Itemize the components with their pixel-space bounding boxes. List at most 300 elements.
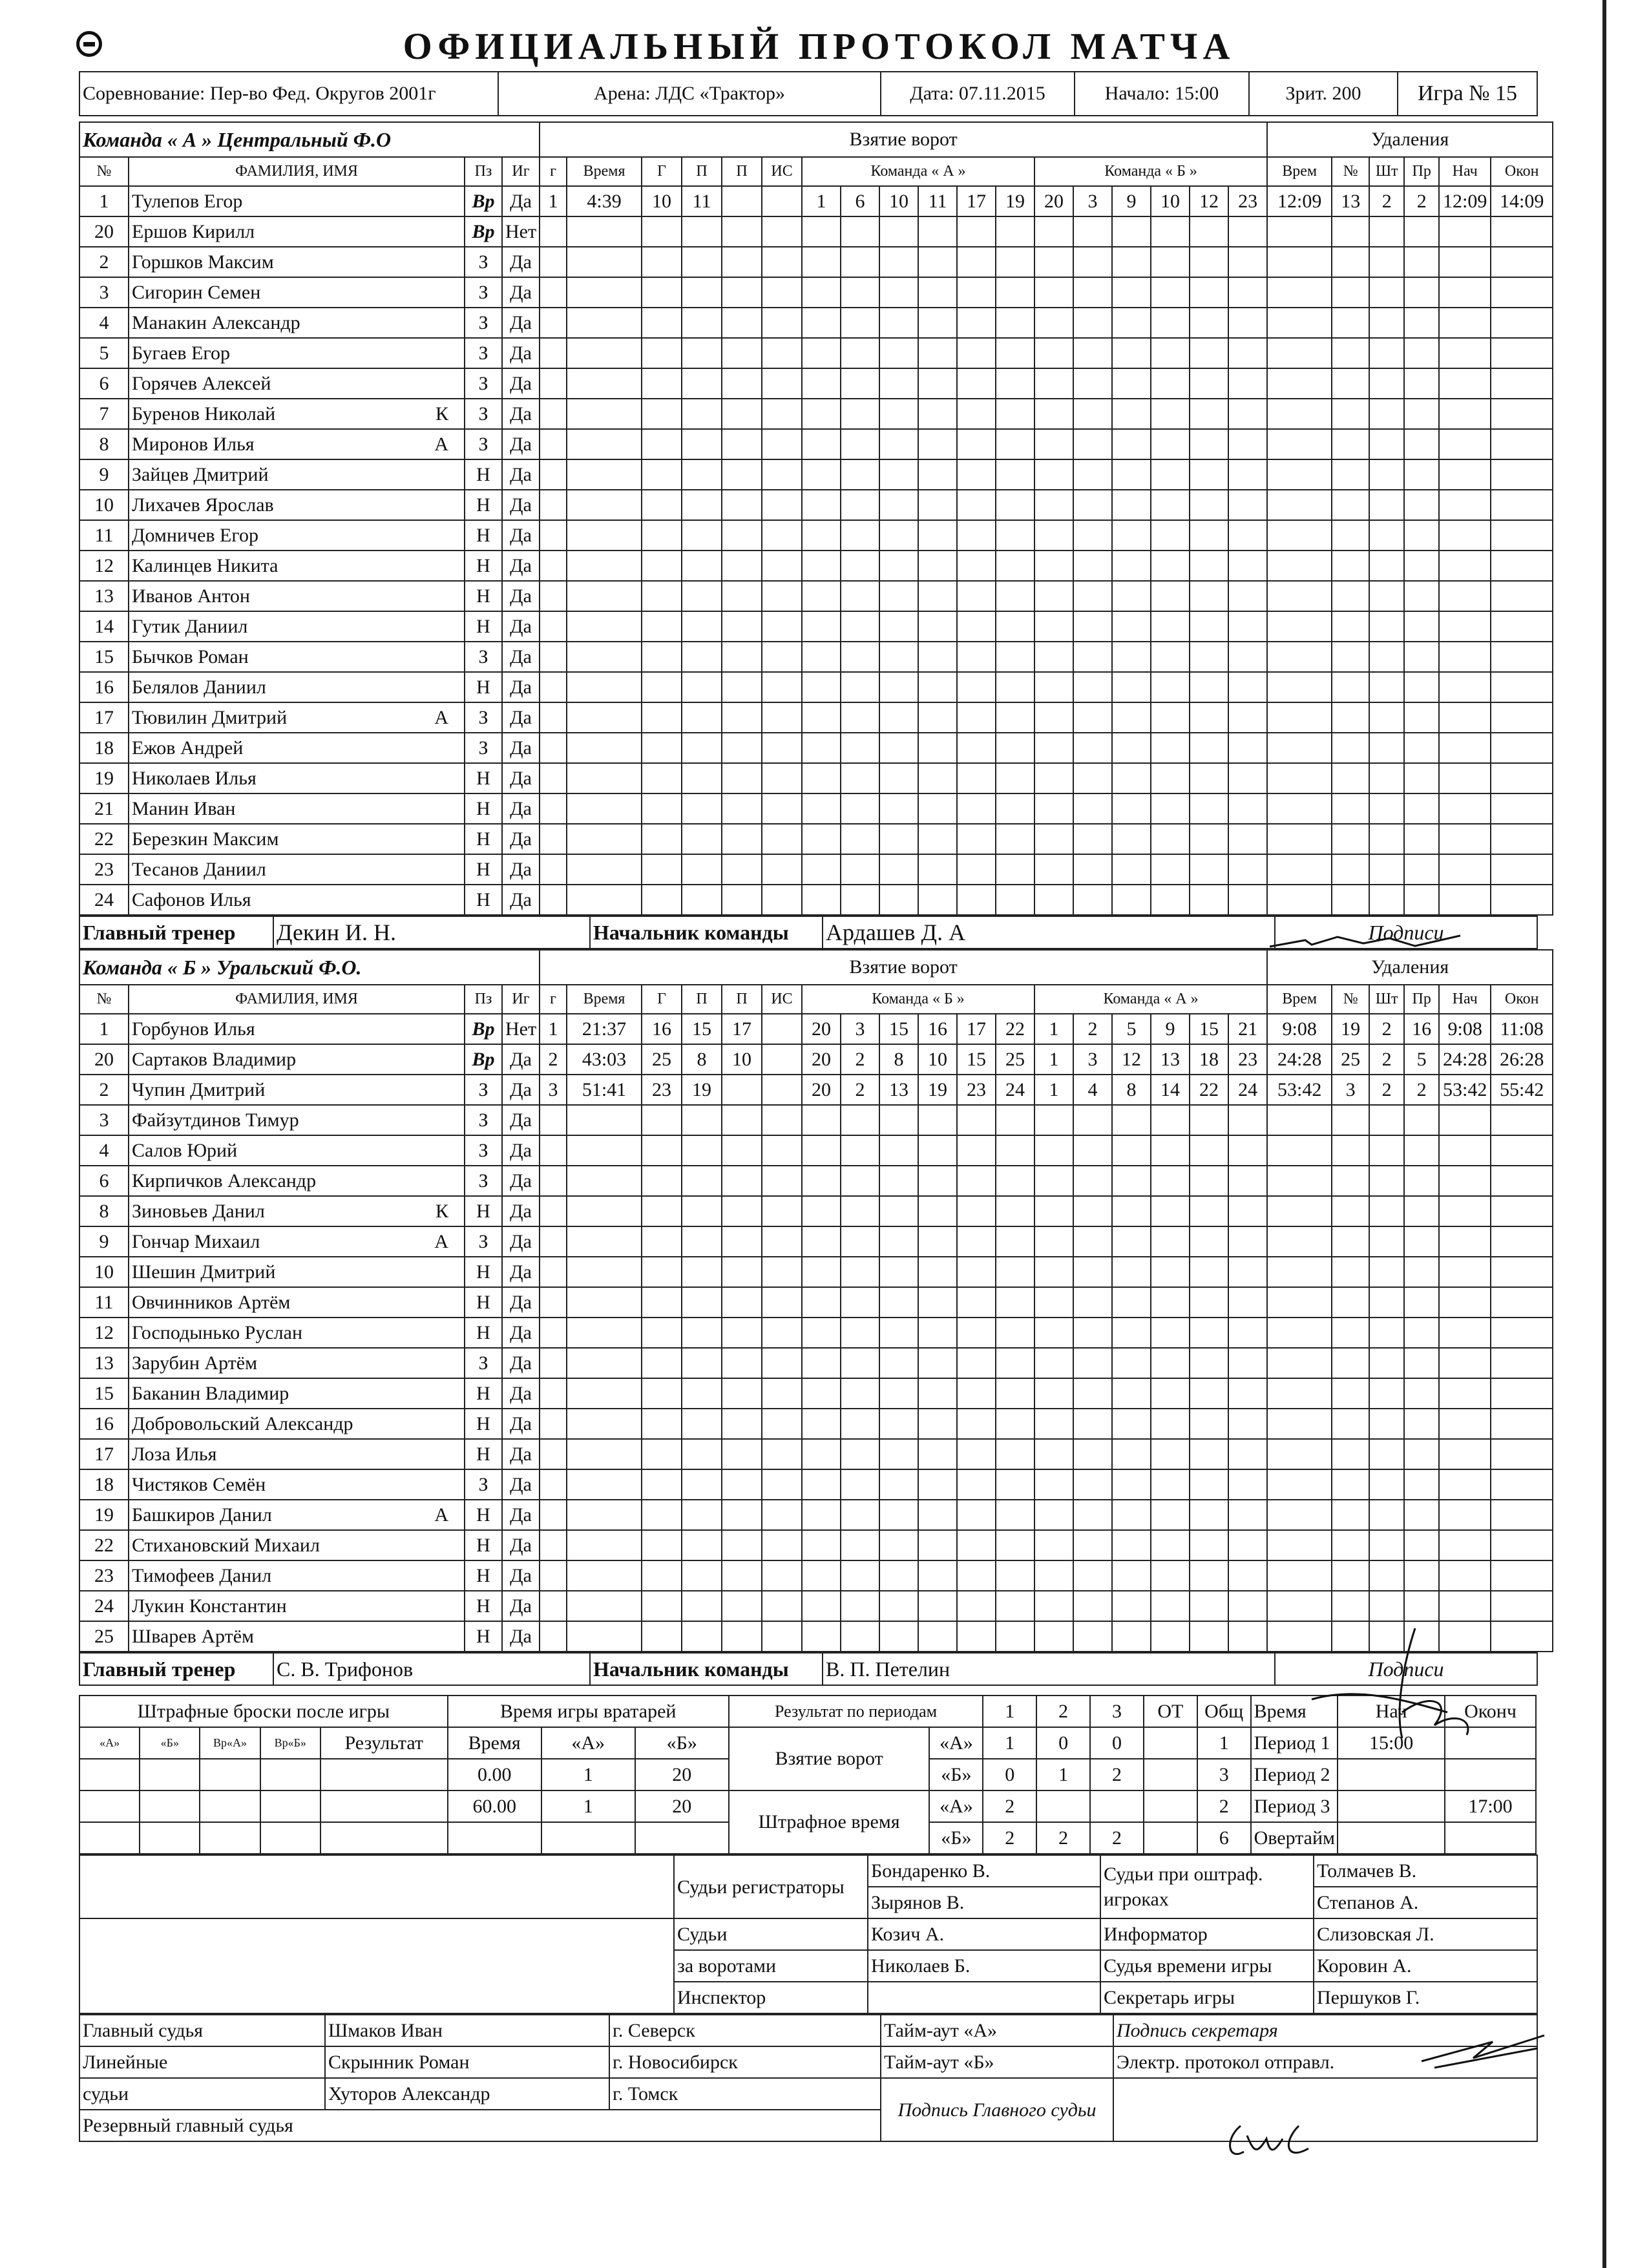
own-lineup-cell: [957, 490, 996, 520]
own-lineup-cell: [879, 1621, 918, 1652]
officials-spacer: [79, 1855, 674, 1918]
opp-lineup-cell: [1112, 611, 1151, 642]
opp-lineup-cell: [1034, 1378, 1073, 1409]
penalty-sht: [1369, 702, 1404, 733]
opp-lineup-cell: [1228, 1621, 1267, 1652]
goal-p2: [722, 490, 762, 520]
own-lineup-cell: [957, 1226, 996, 1257]
opp-lineup-cell: [1073, 1378, 1112, 1409]
own-lineup-cell: [918, 1409, 957, 1439]
own-lineup-cell: [957, 1621, 996, 1652]
own-lineup-cell: 20: [802, 1044, 841, 1075]
opp-lineup-cell: [1034, 1287, 1073, 1318]
penalty-pr: [1404, 672, 1439, 702]
player-row: [79, 1348, 1553, 1378]
own-lineup-cell: [802, 1378, 841, 1409]
opp-lineup-cell: [1073, 1105, 1112, 1135]
penalty-end: [1491, 429, 1553, 459]
pen-team-a-label: «А»: [929, 1790, 983, 1822]
goal-p1: [682, 1621, 722, 1652]
own-lineup-cell: [996, 733, 1034, 763]
main-referee-signature-icon: [1221, 2113, 1325, 2171]
pen-end-header: Окон: [1491, 157, 1553, 186]
penalty-sht: [1369, 1226, 1404, 1257]
own-lineup-cell: [957, 854, 996, 885]
player-row: [79, 247, 1553, 277]
goal-g: [540, 1226, 567, 1257]
player-row: [79, 399, 1553, 429]
opp-lineup-cell: [1190, 1560, 1228, 1591]
own-lineup-cell: [918, 824, 957, 854]
player-name-cell: [129, 793, 465, 824]
player-name: Горячев Алексей: [132, 372, 271, 394]
opp-lineup-cell: 5: [1112, 1014, 1151, 1044]
own-lineup-cell: [879, 824, 918, 854]
goal-is: [762, 186, 802, 216]
penalty-pr: [1404, 702, 1439, 733]
penalty-start: [1439, 338, 1491, 368]
opp-lineup-cell: 20: [1034, 186, 1073, 216]
opp-lineup-cell: [1190, 490, 1228, 520]
own-lineup-cell: [957, 1591, 996, 1621]
goal-time: [567, 247, 642, 277]
opp-lineup-cell: [1228, 399, 1267, 429]
own-lineup-cell: [841, 1105, 879, 1135]
own-lineup-cell: [879, 642, 918, 672]
penalty-start: [1439, 702, 1491, 733]
goal-is: [762, 642, 802, 672]
opp-lineup-cell: [1190, 581, 1228, 611]
opp-lineup-cell: 24: [1228, 1075, 1267, 1105]
own-lineup-cell: [841, 1439, 879, 1469]
opp-lineup-cell: [1151, 1409, 1190, 1439]
player-number: 21: [79, 793, 129, 824]
penalty-time: [1267, 247, 1332, 277]
own-lineup-cell: [957, 642, 996, 672]
penalty-sht: 2: [1369, 1014, 1404, 1044]
opp-lineup-cell: [1112, 672, 1151, 702]
competition: Соревнование: Пер-во Фед. Округов 2001г: [79, 72, 498, 116]
goal-g: [540, 581, 567, 611]
own-lineup-cell: [802, 702, 841, 733]
own-lineup-cell: [841, 429, 879, 459]
opp-lineup-cell: [1228, 247, 1267, 277]
player-row: [79, 1044, 1553, 1075]
pen-time-header: Врем: [1267, 157, 1332, 186]
penalty-time: [1267, 793, 1332, 824]
player-row: [79, 1378, 1553, 1409]
informator: Слизовская Л.: [1314, 1918, 1537, 1950]
penalty-end: [1491, 1287, 1553, 1318]
own-lineup-cell: [802, 1348, 841, 1378]
goal-g: [642, 216, 682, 247]
own-lineup-cell: [879, 308, 918, 338]
player-position: Н: [465, 1591, 502, 1621]
pen-b-p2: 2: [1036, 1822, 1090, 1854]
goal-p1: [682, 1196, 722, 1226]
player-row: [79, 368, 1553, 399]
penalty-time: [1267, 1530, 1332, 1560]
goal-p2: [722, 338, 762, 368]
goal-g: [540, 1135, 567, 1166]
goal-is: [762, 277, 802, 308]
own-lineup-cell: [879, 793, 918, 824]
goal-is: [762, 1044, 802, 1075]
opp-lineup-cell: [1190, 1226, 1228, 1257]
own-lineup-cell: [996, 520, 1034, 551]
own-lineup-cell: [996, 277, 1034, 308]
goal-p2: [722, 429, 762, 459]
player-number: 22: [79, 1530, 129, 1560]
opp-lineup-cell: [1073, 1196, 1112, 1226]
opp-lineup-cell: [1228, 1135, 1267, 1166]
own-lineup-cell: [802, 1560, 841, 1591]
goal-time: 51:41: [567, 1075, 642, 1105]
opp-lineup-cell: [1034, 1621, 1073, 1652]
goal-g: [540, 338, 567, 368]
goal-g: [540, 399, 567, 429]
opp-lineup-cell: [1112, 1469, 1151, 1500]
player-played: Да: [502, 520, 540, 551]
penalty-start: [1439, 1257, 1491, 1287]
opp-lineup-cell: [1228, 1409, 1267, 1439]
player-row: [79, 490, 1553, 520]
player-played: Да: [502, 1469, 540, 1500]
penalty-pr: [1404, 308, 1439, 338]
goal-is: [762, 247, 802, 277]
player-number: 12: [79, 551, 129, 581]
player-name-cell: [129, 854, 465, 885]
player-name: Тулепов Егор: [132, 190, 243, 212]
own-lineup-cell: [802, 885, 841, 915]
player-number: 18: [79, 1469, 129, 1500]
penalty-sht: [1369, 308, 1404, 338]
player-number: 4: [79, 1135, 129, 1166]
registrars-label: Судьи регистраторы: [674, 1855, 868, 1918]
period-2-label: Период 2: [1251, 1759, 1338, 1790]
own-lineup-cell: [879, 1287, 918, 1318]
penalty-sht: 2: [1369, 186, 1404, 216]
opp-lineup-cell: [1151, 459, 1190, 490]
own-lineup-cell: [841, 490, 879, 520]
pen-reason-header: Пр: [1404, 157, 1439, 186]
goal-p2: [722, 277, 762, 308]
penalty-sht: [1369, 216, 1404, 247]
penalty-start: [1439, 429, 1491, 459]
own-lineup-cell: [879, 1166, 918, 1196]
goal-g: [642, 1348, 682, 1378]
own-lineup-cell: [879, 1135, 918, 1166]
player-position: З: [465, 1135, 502, 1166]
goal-is: [762, 1105, 802, 1135]
registrar-1: Бондаренко В.: [868, 1855, 1100, 1887]
player-played: Да: [502, 308, 540, 338]
shootout-result-header: Результат: [320, 1727, 448, 1759]
goal-p1: [682, 763, 722, 793]
goal-is: [762, 368, 802, 399]
opp-lineup-cell: [1073, 763, 1112, 793]
goal-g: [540, 733, 567, 763]
opp-lineup-cell: [1112, 1409, 1151, 1439]
opp-lineup-cell: [1034, 490, 1073, 520]
goal-g: [540, 1621, 567, 1652]
opp-lineup-cell: [1073, 1409, 1112, 1439]
own-lineup-cell: [879, 338, 918, 368]
own-lineup-cell: 10: [918, 1044, 957, 1075]
team-a-signature-icon: [1266, 930, 1473, 956]
player-row: [79, 1560, 1553, 1591]
player-number: 1: [79, 1014, 129, 1044]
own-lineup-cell: [841, 1469, 879, 1500]
own-lineup-cell: [879, 459, 918, 490]
goal-p1: [682, 1378, 722, 1409]
player-position: Н: [465, 1560, 502, 1591]
opp-lineup-cell: [1073, 247, 1112, 277]
period-end-header: Оконч: [1445, 1696, 1536, 1727]
own-lineup-cell: [841, 763, 879, 793]
opp-lineup-cell: [1073, 824, 1112, 854]
goal-g: [642, 1591, 682, 1621]
opp-lineup-header: Команда « А »: [1034, 985, 1267, 1014]
own-lineup-cell: [918, 1287, 957, 1318]
penalty-end: [1491, 1530, 1553, 1560]
goal-g: [642, 763, 682, 793]
opp-lineup-cell: [1151, 854, 1190, 885]
opp-lineup-cell: [1073, 1348, 1112, 1378]
penalty-sht: [1369, 1287, 1404, 1318]
own-lineup-cell: [957, 611, 996, 642]
player-name-cell: [129, 368, 465, 399]
penalty-start: [1439, 459, 1491, 490]
goal-time: [567, 642, 642, 672]
goal-g: [642, 581, 682, 611]
shootout-col-a: «А»: [79, 1727, 140, 1759]
penalty-start: [1439, 247, 1491, 277]
opp-lineup-cell: [1190, 885, 1228, 915]
penalty-pr: 5: [1404, 1044, 1439, 1075]
opp-lineup-cell: [1228, 793, 1267, 824]
goal-p2: [722, 1318, 762, 1348]
own-lineup-cell: [996, 1196, 1034, 1226]
player-name: Тювилин Дмитрий: [132, 706, 288, 728]
opp-lineup-cell: 13: [1151, 1044, 1190, 1075]
own-lineup-cell: [802, 1318, 841, 1348]
pen-a-p3: [1090, 1790, 1144, 1822]
opp-lineup-cell: [1228, 1530, 1267, 1560]
goal-g: 10: [642, 186, 682, 216]
player-name-cell: [129, 1348, 465, 1378]
penalty-start: [1439, 551, 1491, 581]
penalty-num: [1332, 763, 1369, 793]
opp-lineup-cell: [1112, 702, 1151, 733]
own-lineup-cell: [918, 1621, 957, 1652]
player-position: З: [465, 399, 502, 429]
opp-lineup-cell: [1112, 854, 1151, 885]
opp-lineup-cell: [1073, 1560, 1112, 1591]
penalty-sht: [1369, 490, 1404, 520]
opp-lineup-cell: [1190, 368, 1228, 399]
opp-lineup-cell: [1228, 368, 1267, 399]
penalty-end: [1491, 308, 1553, 338]
player-number: 15: [79, 1378, 129, 1409]
main-referee-signature-area: [1113, 2078, 1537, 2141]
opp-lineup-cell: [1228, 459, 1267, 490]
penalty-sht: [1369, 1469, 1404, 1500]
opp-lineup-cell: [1151, 581, 1190, 611]
penalty-end: [1491, 1560, 1553, 1591]
player-position: Вр: [465, 186, 502, 216]
player-number: 22: [79, 824, 129, 854]
player-name-cell: [129, 399, 465, 429]
penalty-pr: [1404, 824, 1439, 854]
penalty-sht: [1369, 854, 1404, 885]
player-played: Да: [502, 1287, 540, 1318]
opp-lineup-cell: [1151, 399, 1190, 429]
opp-lineup-cell: [1190, 1348, 1228, 1378]
opp-lineup-cell: [1112, 459, 1151, 490]
opp-lineup-cell: [1228, 1166, 1267, 1196]
goal-g: [642, 429, 682, 459]
goal-p1: [682, 1530, 722, 1560]
goal-time: [567, 1348, 642, 1378]
linesmen-label: Линейные: [79, 2046, 325, 2078]
penalty-start: [1439, 1348, 1491, 1378]
opp-lineup-cell: [1112, 277, 1151, 308]
penalty-sht: [1369, 520, 1404, 551]
player-position: Н: [465, 459, 502, 490]
penalty-time: 24:28: [1267, 1044, 1332, 1075]
shootout-cell: [320, 1822, 448, 1854]
penalty-end: [1491, 854, 1553, 885]
own-lineup-cell: [879, 429, 918, 459]
goal-g: [642, 277, 682, 308]
goalie-row-2-b: 20: [635, 1790, 729, 1822]
penalty-pr: [1404, 1196, 1439, 1226]
penalty-end: [1491, 1105, 1553, 1135]
shootout-cell: [79, 1822, 140, 1854]
player-row: [79, 1439, 1553, 1469]
player-row: [79, 1469, 1553, 1500]
goal-g: [540, 1166, 567, 1196]
opp-lineup-cell: [1151, 1287, 1190, 1318]
goal-g: [642, 1500, 682, 1530]
player-position: Н: [465, 1439, 502, 1469]
opp-lineup-cell: [1112, 1500, 1151, 1530]
goal-g: [540, 1318, 567, 1348]
goal-g: [540, 1439, 567, 1469]
opp-lineup-cell: [1112, 885, 1151, 915]
penalty-num: [1332, 216, 1369, 247]
opp-lineup-cell: [1151, 642, 1190, 672]
goal-g: 16: [642, 1014, 682, 1044]
own-lineup-cell: [996, 399, 1034, 429]
own-lineup-cell: [957, 429, 996, 459]
goal-time: [567, 885, 642, 915]
penalty-end: [1491, 672, 1553, 702]
opp-lineup-cell: [1073, 338, 1112, 368]
opp-lineup-cell: [1228, 1560, 1267, 1591]
overtime-label: Овертайм: [1251, 1822, 1338, 1854]
goal-p2: [722, 520, 762, 551]
own-lineup-cell: [918, 247, 957, 277]
penalty-end: [1491, 824, 1553, 854]
penalty-sht: [1369, 824, 1404, 854]
penalty-box-judges-label: Судьи при оштраф. игроках: [1100, 1855, 1314, 1918]
goalie-cell: [541, 1822, 635, 1854]
team-b-signature-icon: [1305, 1615, 1486, 1745]
opp-lineup-cell: [1112, 368, 1151, 399]
own-lineup-cell: [918, 459, 957, 490]
opp-lineup-cell: [1190, 702, 1228, 733]
player-row: [79, 1257, 1553, 1287]
own-lineup-cell: [879, 854, 918, 885]
opp-lineup-cell: [1112, 216, 1151, 247]
opp-lineup-cell: [1034, 551, 1073, 581]
player-name: Господынько Руслан: [132, 1321, 303, 1343]
penalty-start: [1439, 308, 1491, 338]
penalty-sht: [1369, 429, 1404, 459]
goal-g: [642, 338, 682, 368]
own-lineup-cell: [802, 824, 841, 854]
goal-is: [762, 1591, 802, 1621]
goalie-row-1-a: 1: [541, 1759, 635, 1790]
timeout-b-label: Тайм-аут «Б»: [881, 2046, 1113, 2078]
goal-is: [762, 824, 802, 854]
penalty-start: 9:08: [1439, 1014, 1491, 1044]
opp-lineup-cell: [1112, 551, 1151, 581]
penalty-start: [1439, 763, 1491, 793]
goal-p1: [682, 733, 722, 763]
opp-lineup-cell: [1112, 1560, 1151, 1591]
own-lineup-cell: [996, 1378, 1034, 1409]
penalty-sht: [1369, 247, 1404, 277]
goal-time-header: Время: [567, 985, 642, 1014]
opp-lineup-cell: [1190, 551, 1228, 581]
penalty-num: [1332, 824, 1369, 854]
opp-lineup-cell: [1190, 1530, 1228, 1560]
goal-g: [642, 1469, 682, 1500]
opp-lineup-cell: [1151, 551, 1190, 581]
opp-lineup-cell: 3: [1073, 186, 1112, 216]
goals-b-p1: 0: [983, 1759, 1036, 1790]
opp-lineup-cell: [1228, 1439, 1267, 1469]
player-name: Башкиров Данил: [132, 1504, 272, 1526]
own-lineup-cell: [841, 308, 879, 338]
own-lineup-cell: 20: [802, 1014, 841, 1044]
opp-lineup-cell: [1151, 672, 1190, 702]
own-lineup-cell: [957, 399, 996, 429]
penalty-pr: [1404, 1166, 1439, 1196]
goal-time: [567, 338, 642, 368]
opp-lineup-cell: [1073, 1500, 1112, 1530]
player-position: З: [465, 368, 502, 399]
player-position: Вр: [465, 216, 502, 247]
own-lineup-cell: [918, 338, 957, 368]
own-lineup-cell: [957, 1378, 996, 1409]
penalty-start: 53:42: [1439, 1075, 1491, 1105]
goal-p1: [682, 247, 722, 277]
goal-g: [540, 1409, 567, 1439]
own-lineup-cell: [957, 1257, 996, 1287]
team-chief-label: Начальник команды: [590, 916, 823, 949]
player-number: 6: [79, 368, 129, 399]
period-col-ot: ОТ: [1144, 1696, 1197, 1727]
goal-p1: [682, 1439, 722, 1469]
opp-lineup-cell: [1073, 642, 1112, 672]
penalty-time: [1267, 1135, 1332, 1166]
opp-lineup-cell: [1073, 1166, 1112, 1196]
penalty-time: [1267, 733, 1332, 763]
